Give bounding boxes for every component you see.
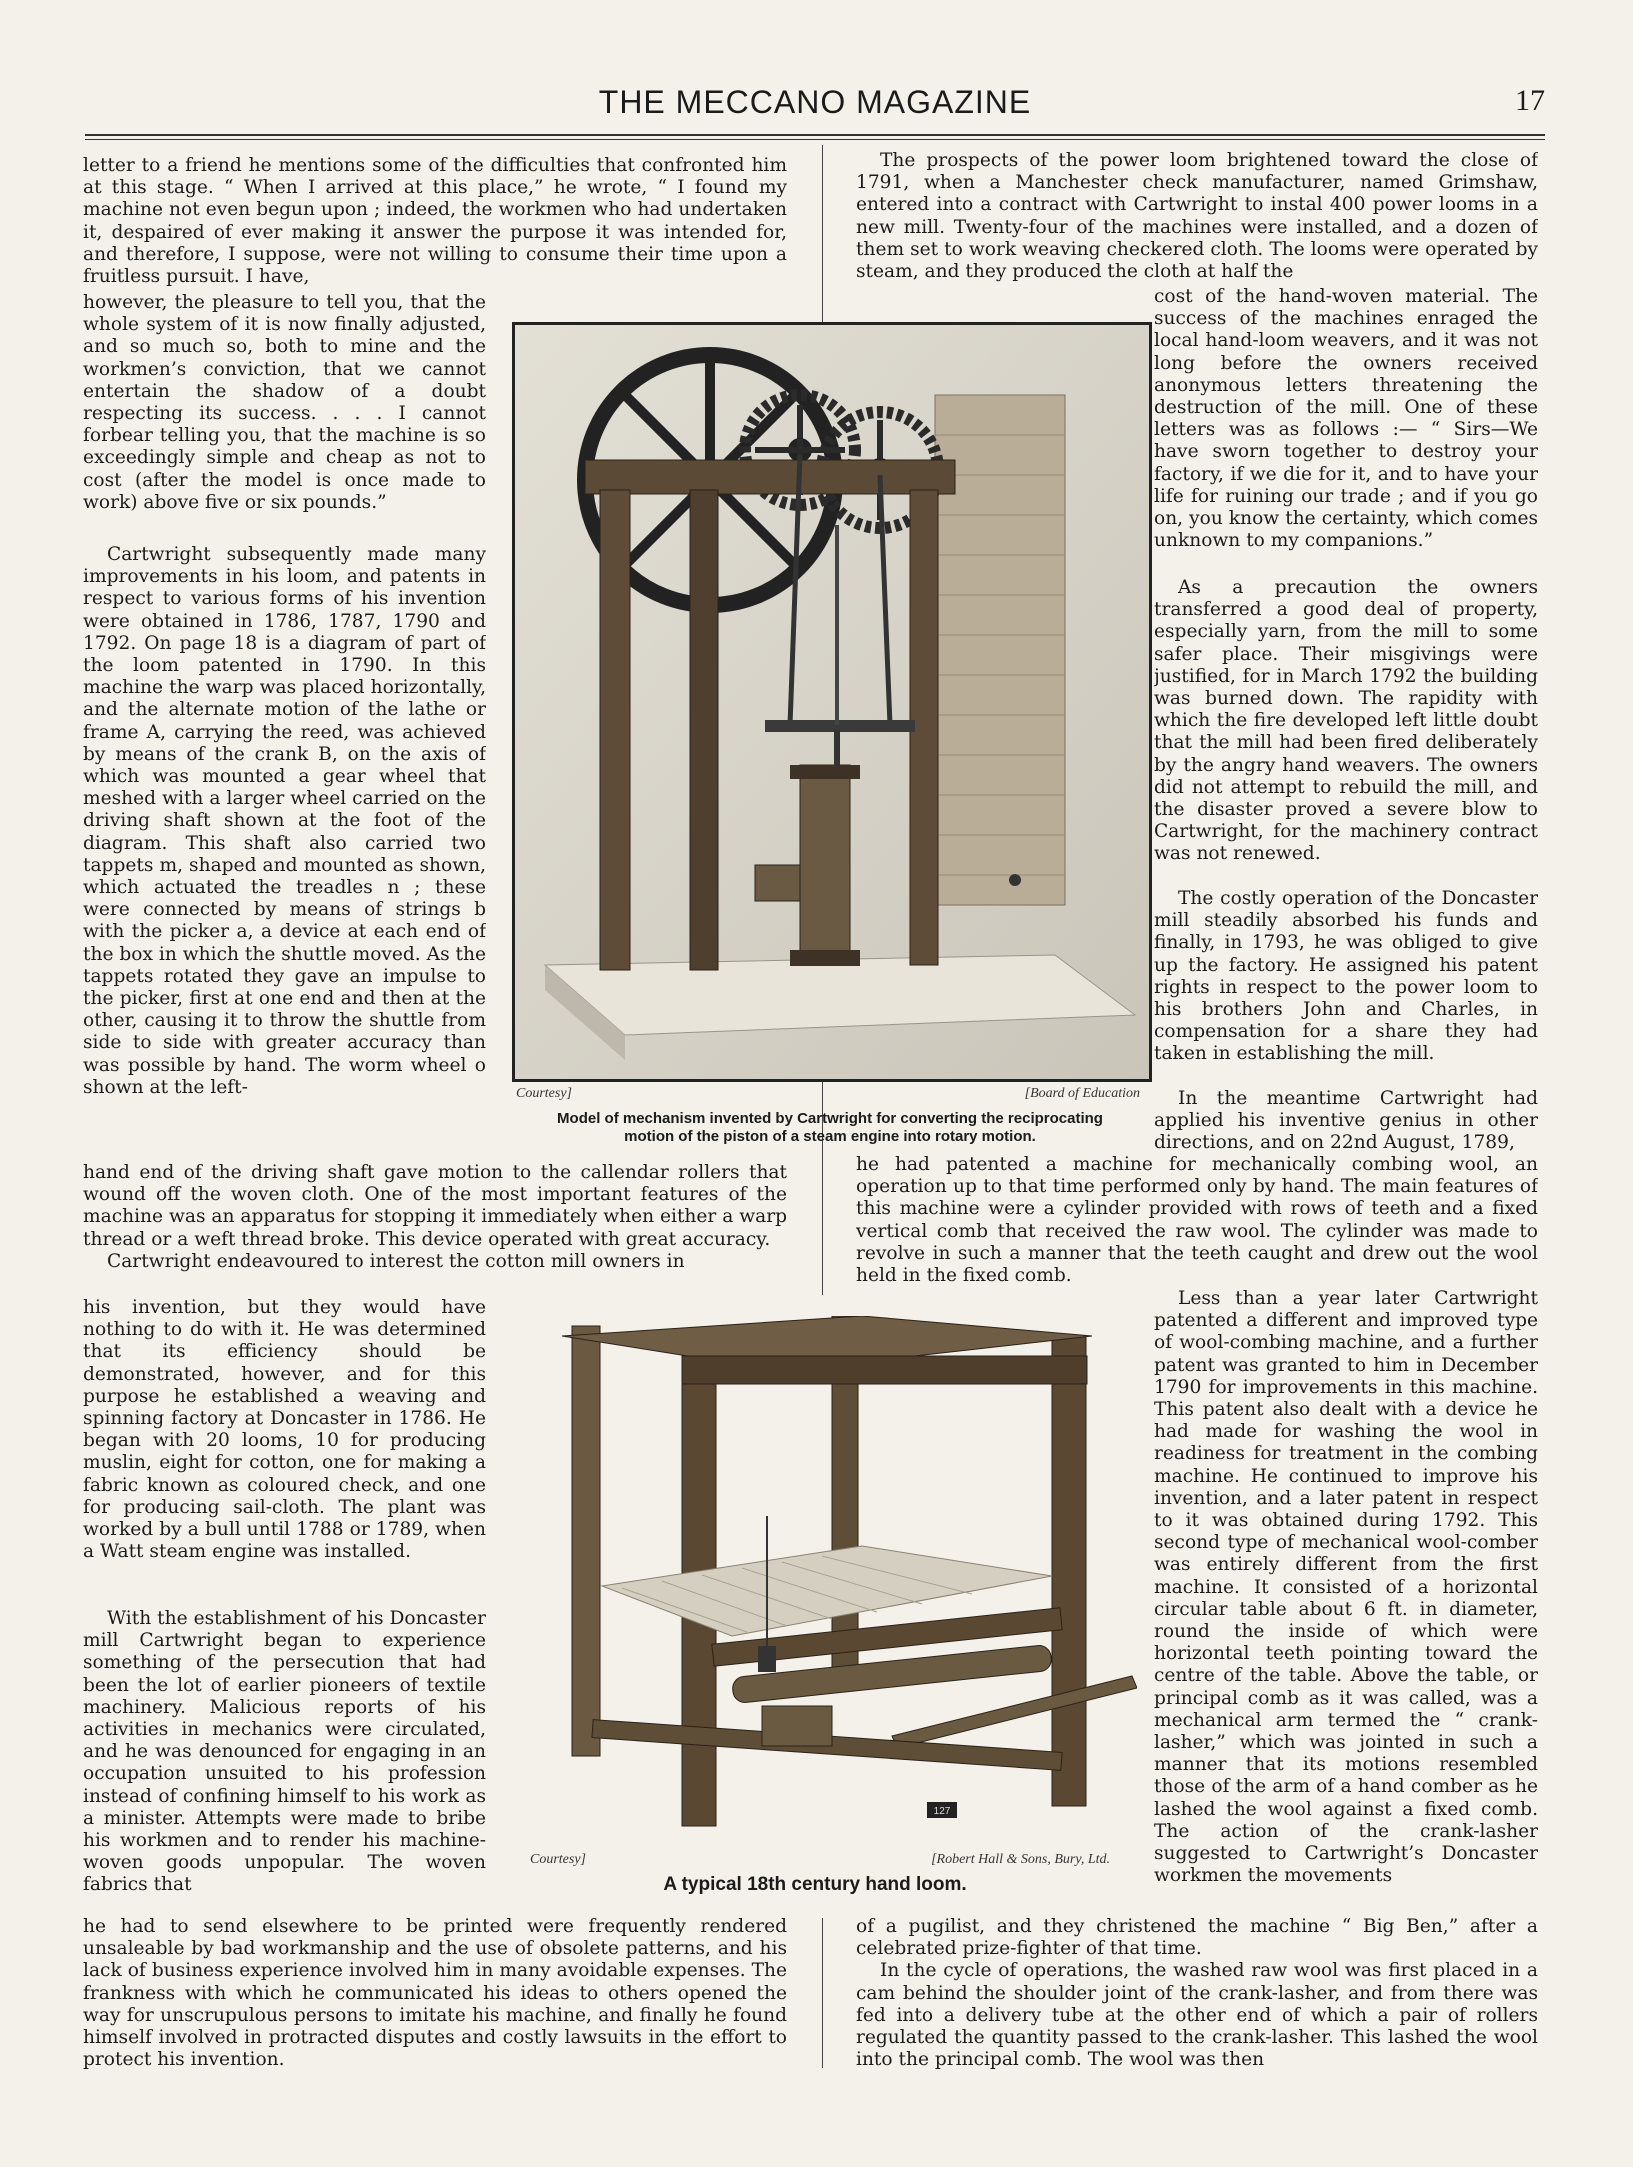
left-column-narrow-1 bbox=[83, 292, 486, 542]
header-rule-thin bbox=[85, 139, 1545, 140]
paragraph: Cartwright subsequently made many improvements in his loom, and patents in respect to various forms of his invention were obtained in 1786, 1787, 1790 and 1792. On page 18 is a diagram of part of the loom patented in 1790. In this machine the warp was placed horizontally, and the alternate motion of the lathe or frame A, carrying the reed, was achieved by means of the crank B, on the axis of which was mounted a gear wheel that meshed with a larger wheel carried on the driving shaft shown at the foot of the diagram. This shaft also carried two tappets m, shaped and mounted as shown, which actuated the treadles n ; these were connected by means of strings b with the picker a, a device at each end of the box in which the shuttle moved. As the tappets rotated they gave an impulse to the picker, first at one end and then at the other, causing it to throw the shuttle from side to side with greater accuracy than was possible by hand. The worm wheel o shown at the left- bbox=[83, 544, 486, 1098]
paragraph: cost of the hand-woven material. The success of the machines enraged the local hand-loom weavers, and it was not long before the owners received anonymous letters threatening the destruction of the mill. One of these letters was as follows :— “ Sirs—We have sworn together to destroy your factory, if we die for it, and to have your life for ruining our trade ; and if you go on, you know the certainty, which comes unknown to my companions.” bbox=[1154, 286, 1538, 552]
right-column-narrow-3 bbox=[1154, 888, 1538, 1088]
paragraph: As a precaution the owners transferred a good deal of property, especially yarn, from the mill to some safer place. Their misgivings were justified, for in March 1792 the building was burned down. The rapidity with which the fire developed left little doubt that the mill had been fired deliberately by the angry hand weavers. The owners did not attempt to rebuild the mill, and the disaster proved a severe blow to Cartwright, for the machinery contract was not renewed. bbox=[1154, 577, 1538, 865]
paragraph: The costly operation of the Doncaster mill steadily absorbed his funds and finally, in 1793, he was obliged to give up the factory. He assigned his patent rights in respect to the power loom to his brothers John and Charles, in compensation for a share they had taken in establishing the mill. bbox=[1154, 888, 1538, 1065]
paragraph: The prospects of the power loom brightened toward the close of 1791, when a Manchester check manufacturer, named Grimshaw, entered into a contract with Cartwright to instal 400 power looms in a new mill. Twenty-four of the machines were installed, and a dozen of them set to work weaving checkered cloth. The looms were operated by steam, and they produced the cloth at half the bbox=[856, 150, 1538, 283]
paragraph: of a pugilist, and they christened the machine “ Big Ben,” after a celebrated prize-fighter of that time. bbox=[856, 1916, 1538, 1960]
right-column-narrow-5 bbox=[1154, 1288, 1538, 1916]
paragraph: however, the pleasure to tell you, that the whole system of it is now finally adjusted, and so much so, both to mine and the workmen’s conviction, that we cannot entertain the shadow of a doubt respecting its success. . . . I cannot forbear telling you, that the machine is so exceedingly simple and cheap as not to cost (after the model is once made to work) above five or six pounds.” bbox=[83, 292, 486, 513]
right-column-narrow-1 bbox=[1154, 286, 1538, 576]
right-column-narrow-4 bbox=[1154, 1088, 1538, 1154]
paragraph: hand end of the driving shaft gave motion to the callendar rollers that wound off the woven cloth. One of the most important features of the machine was an apparatus for stopping it immediately when either a warp thread or a weft thread broke. This device operated with great accuracy. bbox=[83, 1162, 787, 1250]
right-column-mid bbox=[856, 1154, 1538, 1287]
left-column-narrow-2 bbox=[83, 544, 486, 1160]
paragraph: With the establishment of his Doncaster mill Cartwright began to experience something of the persecution that had been the lot of earlier pioneers of textile machinery. Malicious reports of his activities in mechanics were circulated, and he was denounced for engaging in an occupation unsuited to his profession instead of confining himself to his work as a minister. Attempts were made to bribe his workmen and to render his machine-woven goods unpopular. The woven fabrics that bbox=[83, 1608, 486, 1896]
paragraph: Cartwright endeavoured to interest the cotton mill owners in bbox=[107, 1250, 685, 1272]
paragraph: In the cycle of operations, the washed raw wool was first placed in a cam behind the shoulder joint of the crank-lasher, and from there was fed into a delivery tube at the other end of which a pair of rollers regulated the quantity passed to the crank-lasher. This lashed the wool into the principal comb. The wool was then bbox=[856, 1960, 1538, 2071]
loom-tag: 127 bbox=[933, 1806, 951, 1817]
figure1-caption-line2: motion of the piston of a steam engine into rotary motion. bbox=[624, 1128, 1036, 1145]
figure2-credit-left: Courtesy] bbox=[530, 1852, 586, 1867]
hand-loom-illustration bbox=[532, 1316, 1137, 1846]
paragraph: his invention, but they would have nothing to do with it. He was determined that its efficiency should be demonstrated, however, and for this purpose he established a weaving and spinning factory at Doncaster in 1786. He began with 20 looms, 10 for producing muslin, eight for cotton, one for making a fabric known as coloured check, and one for producing sail-cloth. The plant was worked by a bull until 1788 or 1789, when a Watt steam engine was installed. bbox=[83, 1297, 486, 1563]
paragraph: Less than a year later Cartwright patented a different and improved type of wool-combing machine, and a further patent was granted to him in December 1790 for improvements in this machine. This patent also dealt with a device he had made for washing the wool in readiness for treatment in the combing machine. He continued to improve his invention, and a later patent in respect to it was obtained during 1792. This second type of mechanical wool-comber was entirely different from the first machine. It consisted of a horizontal circular table about 6 ft. in diameter, round the inside of which were horizontal teeth pointing toward the centre of the table. Above the table, or principal comb as it was called, was a mechanical arm termed the “ crank-lasher,” which was jointed in such a manner that its motions resembled those of the arm of a hand comber as he lashed the wool against a fixed comb. The action of the crank-lasher suggested to Cartwright’s Doncaster workmen the movements bbox=[1154, 1288, 1538, 1887]
figure2-credit-right: [Robert Hall & Sons, Bury, Ltd. bbox=[931, 1852, 1110, 1867]
header-rule bbox=[85, 134, 1545, 136]
right-column-top bbox=[856, 150, 1538, 288]
paragraph: letter to a friend he mentions some of the difficulties that confronted him at this stage. “ When I arrived at this place,” he wrote, “ I found my machine not even begun upon ; indeed, the workmen who had undertaken it, despaired of ever making it answer the purpose it was intended for, and therefore, I suppose, were not willing to consume their time upon a fruitless pursuit. I have, bbox=[83, 155, 787, 288]
figure1-credit-right: [Board of Education bbox=[1024, 1086, 1140, 1101]
paragraph: he had to send elsewhere to be printed were frequently rendered unsaleable by bad workmanship and the use of obsolete patterns, and his lack of business experience involved him in many avoidable expenses. The frankness with which he communicated his ideas to others opened the way for unscrupulous persons to imitate his machine, and finally he found himself involved in protracted disputes and costly lawsuits in the effort to protect his invention. bbox=[83, 1916, 787, 2071]
page-header bbox=[85, 84, 1545, 126]
left-column-bottom bbox=[83, 1916, 787, 2076]
left-column-top bbox=[83, 155, 787, 290]
left-column-mid bbox=[83, 1162, 787, 1274]
right-column-bottom bbox=[856, 1916, 1538, 2076]
hand-loom-photo bbox=[532, 1316, 1137, 1846]
figure2-caption: A typical 18th century hand loom. bbox=[663, 1874, 967, 1895]
steam-engine-model-photo bbox=[512, 322, 1152, 1082]
paragraph: he had patented a machine for mechanically combing wool, an operation up to that time performed only by hand. The main features of this machine were a cylinder provided with rows of teeth and a fixed vertical comb that received the raw wool. The cylinder was made to revolve in such a manner that the teeth caught and drew out the wool held in the fixed comb. bbox=[856, 1154, 1538, 1287]
magazine-title: THE MECCANO MAGAZINE bbox=[598, 84, 1032, 120]
steam-engine-illustration bbox=[515, 325, 1149, 1079]
column-divider-bottom bbox=[822, 1918, 823, 2068]
left-column-narrow-3 bbox=[83, 1297, 486, 1609]
paragraph: In the meantime Cartwright had applied his inventive genius in other directions, and on 22nd August, 1789, bbox=[1154, 1088, 1538, 1154]
figure1-caption-line1: Model of mechanism invented by Cartwright for converting the reciprocating bbox=[557, 1110, 1103, 1127]
figure1-credit-left: Courtesy] bbox=[516, 1086, 572, 1101]
page-number: 17 bbox=[1515, 84, 1545, 117]
left-column-narrow-4 bbox=[83, 1608, 486, 1916]
right-column-narrow-2 bbox=[1154, 577, 1538, 888]
figure1-caption bbox=[505, 1110, 1155, 1146]
